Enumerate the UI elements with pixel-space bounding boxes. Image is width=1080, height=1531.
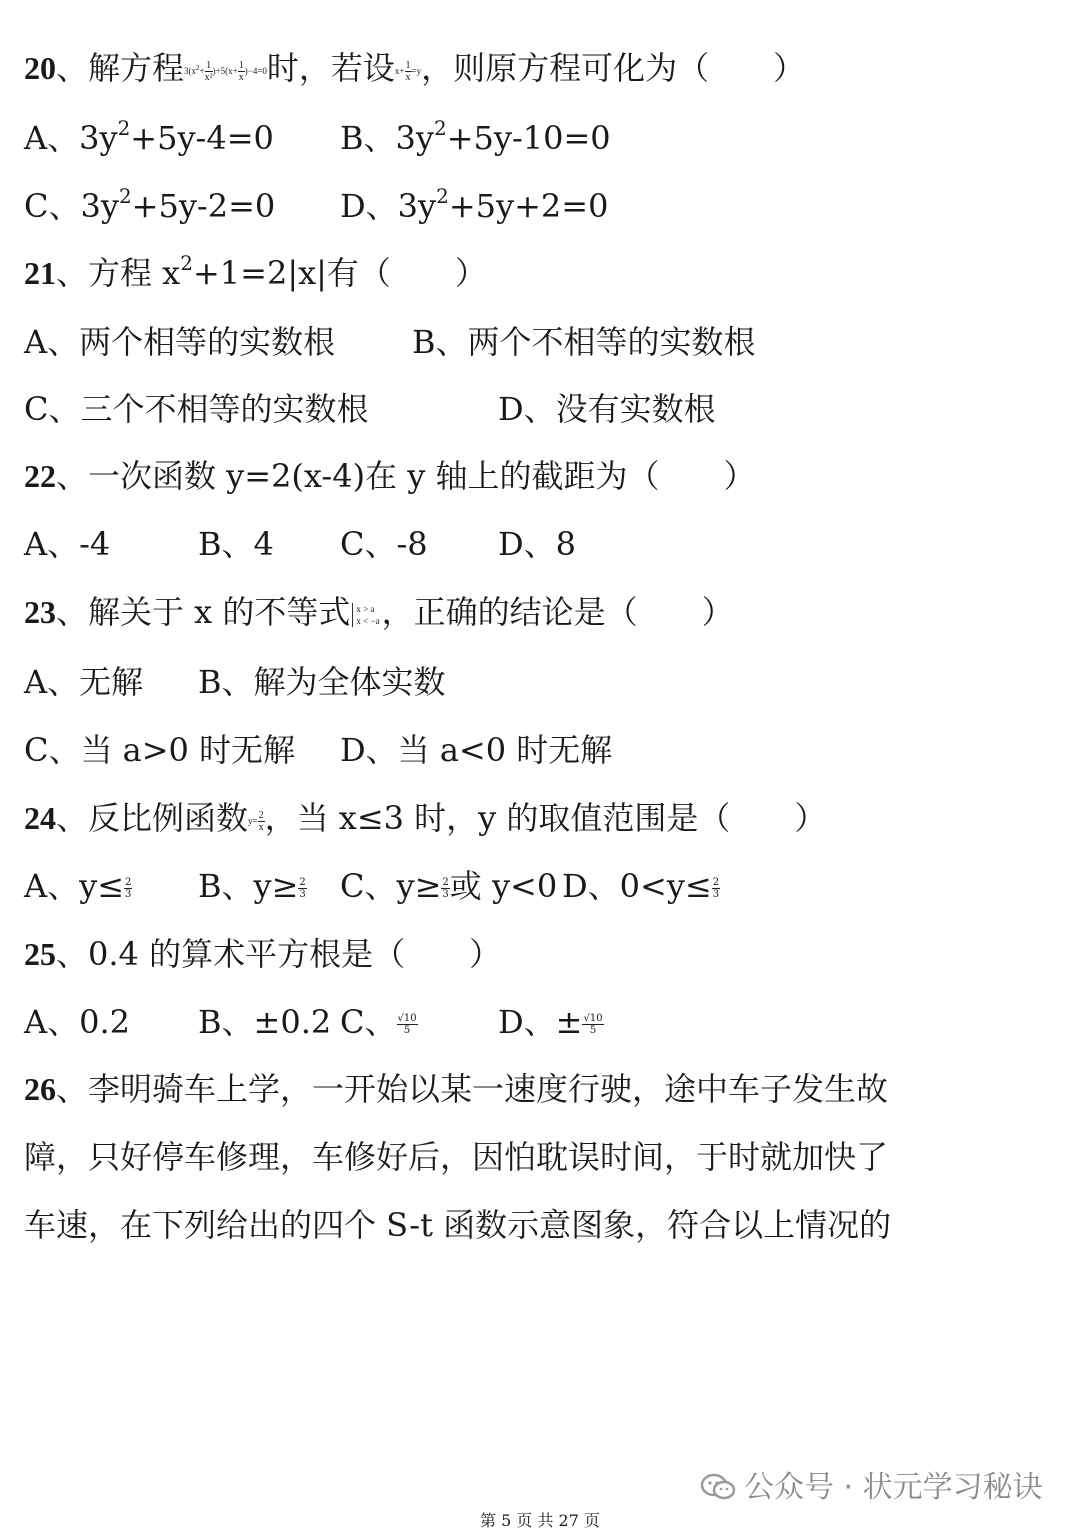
stem-text: 时，若设	[266, 49, 395, 87]
watermark-text: 公众号 · 状元学习秘诀	[744, 1470, 1043, 1505]
question-20-options-row-1	[24, 118, 274, 158]
question-25-option-c: C、 $\frac{√10}{5}$	[340, 1003, 417, 1041]
question-number: 22	[24, 458, 56, 494]
question-23-option-b: B、解为全体实数	[198, 663, 446, 701]
stem-text: ，则原方程可化为（ ）	[421, 49, 806, 87]
question-24-option-b: B、y≥ $\frac{2}{3}$	[198, 867, 306, 905]
question-21-option-d: D、没有实数根	[498, 390, 716, 428]
question-21-option-c: C、三个不相等的实数根	[24, 390, 369, 428]
question-24-option-a: A、y≤ $\frac{2}{3}$	[24, 867, 132, 905]
question-22-option-c: C、-8	[340, 525, 428, 563]
option-a: A、$3y^2+5y-4=0$	[24, 116, 274, 157]
question-23-stem	[24, 592, 734, 632]
question-20-option-c: C、$3y^2+5y-2=0$	[24, 184, 276, 225]
stem-text: 、方程 $x^2+1=2|x|$有（ ）	[56, 251, 487, 292]
watermark	[700, 1462, 1043, 1506]
question-22-option-a: A、-4	[24, 525, 111, 563]
question-number: 21	[24, 255, 56, 291]
question-26-stem-line-2: 障，只好停车修理，车修好后，因怕耽误时间，于时就加快了	[24, 1138, 889, 1176]
function-formula: y= $\frac{2}{x}$	[248, 809, 264, 833]
question-23-option-d: D、当 a<0 时无解	[340, 731, 613, 769]
question-23-option-c: C、当 a>0 时无解	[24, 731, 296, 769]
question-25-option-b: B、±0.2	[198, 1003, 332, 1041]
substitution-formula: x+ $\frac{1}{x}$ =y	[394, 59, 422, 83]
question-21-option-b: B、两个不相等的实数根	[412, 323, 756, 361]
stem-text: ，正确的结论是（ ）	[381, 593, 734, 631]
question-number: 20	[24, 50, 56, 86]
question-25-option-d: D、± $\frac{√10}{5}$	[498, 1003, 603, 1041]
question-23-option-a: A、无解	[24, 663, 144, 701]
wechat-icon	[700, 1473, 736, 1501]
question-20-stem	[24, 48, 805, 91]
stem-text: 、解方程	[56, 49, 185, 87]
equation-formula: $3(x^2+$ $\frac{1}{\text{x²}}$ )+5(x+ $\frac{1}{x}$ )−4=0	[184, 59, 267, 83]
question-number: 26	[24, 1071, 56, 1107]
question-number: 24	[24, 800, 56, 836]
question-25-stem	[24, 934, 501, 974]
stem-text: ，当 x≤3 时，y 的取值范围是（ ）	[264, 799, 827, 837]
question-26-stem-line-1	[24, 1069, 888, 1109]
question-21-stem	[24, 253, 487, 293]
question-22-stem	[24, 456, 755, 496]
stem-text: 、一次函数 y=2(x-4)在 y 轴上的截距为（ ）	[56, 457, 756, 495]
question-20-option-d: D、$3y^2+5y+2=0$	[340, 184, 609, 225]
question-20-option-b: B、$3y^2+5y-10=0$	[340, 116, 611, 157]
question-22-option-b: B、4	[198, 525, 274, 563]
question-21-option-a: A、两个相等的实数根	[24, 323, 336, 361]
inequality-system: x > a x < −a	[352, 603, 379, 627]
question-25-option-a: A、0.2	[24, 1003, 131, 1041]
question-24-stem	[24, 798, 826, 841]
stem-text: 、反比例函数	[56, 799, 249, 837]
question-24-option-d: D、0<y≤ $\frac{2}{3}$	[562, 867, 720, 905]
question-number: 23	[24, 594, 56, 630]
question-26-stem-line-3: 车速，在下列给出的四个 S-t 函数示意图象，符合以上情况的	[24, 1206, 892, 1244]
stem-text: 、李明骑车上学，一开始以某一速度行驶，途中车子发生故	[56, 1070, 889, 1108]
page-footer: 第 5 页 共 27 页	[480, 1511, 600, 1530]
question-number: 25	[24, 936, 56, 972]
question-24-option-c: C、y≥ $\frac{2}{3}$ 或 y<0	[340, 867, 558, 905]
stem-text: 、解关于 x 的不等式	[56, 593, 351, 631]
question-22-option-d: D、8	[498, 525, 577, 563]
stem-text: 、0.4 的算术平方根是（ ）	[56, 935, 502, 973]
